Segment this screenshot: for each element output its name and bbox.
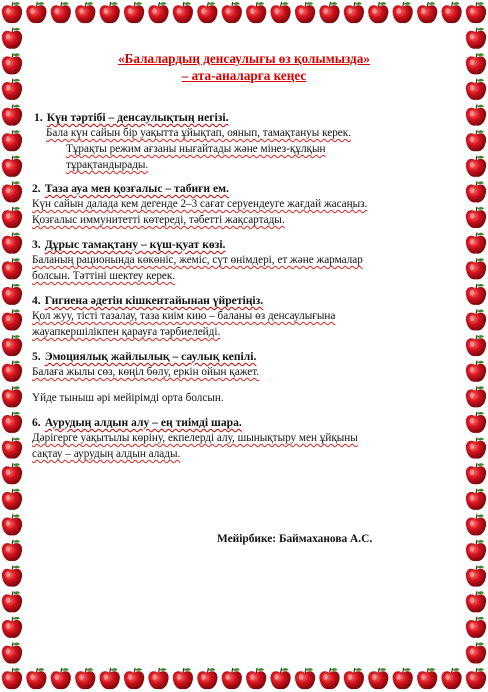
advice-section-3 [32, 237, 456, 284]
apple-icon [246, 2, 266, 23]
apple-icon [75, 668, 95, 689]
section-heading: Күн тәртібі – денсаулықтың негізі. [46, 111, 229, 124]
apple-icon [2, 309, 22, 330]
apple-icon [417, 2, 437, 23]
apple-icon [466, 566, 486, 587]
apple-icon [2, 105, 22, 126]
apple-icon [368, 668, 388, 689]
advice-section-2 [32, 181, 456, 228]
advice-section-4 [32, 293, 456, 340]
apple-icon [295, 2, 315, 23]
apple-icon [466, 207, 486, 228]
apple-icon [2, 566, 22, 587]
apple-icon [222, 668, 242, 689]
apple-icon [2, 386, 22, 407]
section-heading: Эмоциялық жайлылық – саулық кепілі. [44, 350, 257, 363]
section-line: Қозғалыс иммунитетті көтереді, тәбетті жақсартады. [32, 214, 285, 226]
apple-icon [2, 642, 22, 663]
apple-icon [2, 617, 22, 638]
apple-icon [466, 79, 486, 100]
apple-icon [466, 438, 486, 459]
advice-section-1 [32, 110, 456, 173]
section-extra-line: Үйде тыныш әрі мейірімді орта болсын. [32, 392, 224, 404]
section-number: 6. [32, 416, 41, 429]
section-number: 1. [34, 111, 43, 124]
apple-icon [2, 2, 22, 23]
apple-icon [466, 309, 486, 330]
section-line: Тұрақты режим ағзаны нығайтады және мінез-құлқын [66, 143, 326, 155]
apple-icon [2, 514, 22, 535]
apple-icon [466, 28, 486, 49]
apple-icon [2, 130, 22, 151]
apple-icon [148, 2, 168, 23]
section-heading: Дұрыс тамақтану – күш-қуат көзі. [44, 238, 226, 251]
apple-icon [295, 668, 315, 689]
apple-icon [466, 2, 486, 23]
apple-icon [466, 335, 486, 356]
apple-icon [2, 284, 22, 305]
apple-icon [441, 2, 461, 23]
apple-icon [344, 2, 364, 23]
section-heading: Аурудың алдын алу – ең тиімді шара. [44, 416, 242, 429]
apple-icon [2, 156, 22, 177]
apple-icon [466, 386, 486, 407]
section-line: Балаға жылы сөз, көңіл бөлу, еркін ойын қажет. [32, 366, 260, 378]
apple-icon [75, 2, 95, 23]
apple-icon [2, 540, 22, 561]
apple-icon [466, 130, 486, 151]
apple-icon [51, 668, 71, 689]
section-line: Қол жуу, тісті тазалау, таза киім кию – баланы өз денсаулығына [32, 310, 336, 322]
section-number: 2. [32, 182, 41, 195]
apple-icon [2, 361, 22, 382]
apple-icon [2, 258, 22, 279]
apple-icon [466, 156, 486, 177]
apple-icon [2, 438, 22, 459]
apple-icon [2, 28, 22, 49]
apple-icon [466, 617, 486, 638]
apple-icon [197, 668, 217, 689]
apple-icon [148, 668, 168, 689]
apple-icon [246, 668, 266, 689]
apple-icon [2, 489, 22, 510]
section-line: тұрақтандырады. [66, 159, 149, 171]
apple-icon [26, 2, 46, 23]
title-line-1: «Балалардың денсаулығы өз қолымызда» [118, 51, 370, 66]
section-line: Баланың рационында көкөніс, жеміс, сүт өнімдері, ет және жармалар [32, 254, 363, 266]
section-line: болсын. Тәттіні шектеу керек. [32, 270, 176, 282]
title-line-2: – ата-аналарға кеңес [181, 68, 307, 83]
apple-icon [51, 2, 71, 23]
apple-icon [2, 53, 22, 74]
section-line: Күн сайын далада кем дегенде 2–3 сағат серуендеуге жағдай жасаңыз. [32, 198, 368, 210]
section-heading: Гигиена әдетін кішкентайынан үйретіңіз. [44, 294, 264, 307]
apple-icon [100, 668, 120, 689]
apple-icon [441, 668, 461, 689]
apple-icon [466, 233, 486, 254]
apple-icon [173, 2, 193, 23]
section-line: жауапкершілікпен қарауға тәрбиелейді. [32, 326, 221, 338]
apple-icon [344, 668, 364, 689]
apple-icon [100, 2, 120, 23]
apple-icon [466, 642, 486, 663]
advice-section-6 [32, 415, 456, 462]
apple-icon [466, 489, 486, 510]
section-line: сақтау – аурудың алдын алады. [32, 448, 181, 460]
apple-icon [2, 668, 22, 689]
section-number: 4. [32, 294, 41, 307]
apple-icon [466, 412, 486, 433]
apple-icon [2, 79, 22, 100]
advice-section-5 [32, 349, 456, 406]
section-line: Дәрігерге уақытылы көріну, екпелерді алу, шынықтыру мен ұйқыны [32, 432, 358, 444]
section-line: Бала күн сайын бір уақытта ұйықтап, оянып, тамақтануы керек. [46, 127, 351, 139]
apple-icon [2, 207, 22, 228]
apple-icon [466, 361, 486, 382]
apple-icon [466, 53, 486, 74]
apple-icon [466, 668, 486, 689]
apple-icon [2, 463, 22, 484]
document-title [32, 50, 456, 84]
apple-icon [466, 463, 486, 484]
section-number: 3. [32, 238, 41, 251]
apple-icon [2, 335, 22, 356]
apple-icon [466, 181, 486, 202]
apple-icon [417, 668, 437, 689]
apple-icon [368, 2, 388, 23]
apple-icon [2, 591, 22, 612]
apple-icon [319, 2, 339, 23]
apple-icon [466, 540, 486, 561]
apple-icon [466, 105, 486, 126]
apple-icon [2, 233, 22, 254]
apple-icon [124, 668, 144, 689]
apple-icon [270, 2, 290, 23]
apple-icon [2, 181, 22, 202]
apple-icon [124, 2, 144, 23]
apple-icon [393, 2, 413, 23]
apple-icon [270, 668, 290, 689]
apple-icon [319, 668, 339, 689]
apple-icon [393, 668, 413, 689]
apple-icon [466, 514, 486, 535]
apple-icon [2, 412, 22, 433]
apple-icon [173, 668, 193, 689]
nurse-signature: Мейірбике: Баймаханова А.С. [217, 533, 373, 545]
apple-icon [466, 258, 486, 279]
apple-icon [466, 591, 486, 612]
apple-icon [197, 2, 217, 23]
apple-icon [222, 2, 242, 23]
apple-icon [466, 284, 486, 305]
document-body [32, 50, 456, 650]
section-number: 5. [32, 350, 41, 363]
section-heading: Таза ауа мен қозғалыс – табиғи ем. [44, 182, 229, 195]
apple-icon [26, 668, 46, 689]
